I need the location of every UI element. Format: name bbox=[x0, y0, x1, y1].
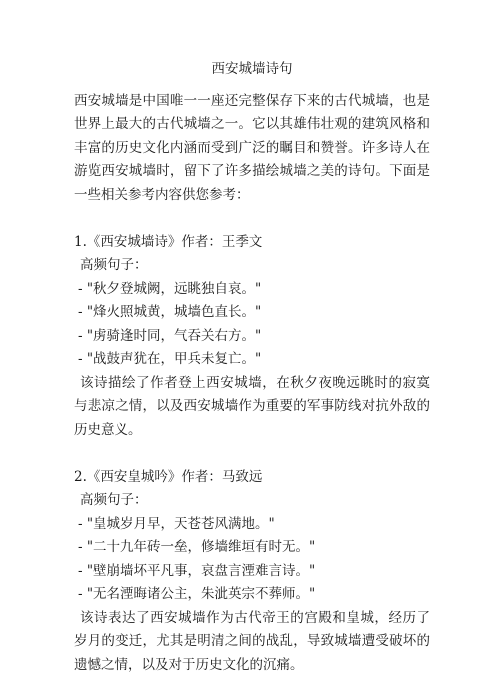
quote-line: - "秋夕登城阙，远眺独自哀。" bbox=[78, 278, 430, 302]
poem-heading: 1.《西安城墙诗》作者：王季文 bbox=[74, 231, 430, 255]
quote-line: - "烽火照城黄，城墙色直长。" bbox=[78, 301, 430, 325]
poem-summary: 该诗描绘了作者登上西安城墙，在秋夕夜晚远眺时的寂寞与悲凉之情，以及西安城墙作为重要的军事防线对抗外敌的历史意义。 bbox=[74, 372, 430, 443]
quotes-label: 高频句子： bbox=[74, 254, 430, 278]
quote-line: - "二十九年砖一垒，修墙维垣有时无。" bbox=[78, 536, 430, 560]
quote-line: - "壁崩墙坏平凡事，哀盘言湮难言诗。" bbox=[78, 560, 430, 584]
intro-paragraph: 西安城墙是中国唯一一座还完整保存下来的古代城墙，也是世界上最大的古代城墙之一。它以其雄伟壮观的建筑风格和丰富的历史文化内涵而受到广泛的瞩目和赞誉。许多诗人在游览西安城墙时，留下了许多描绘城墙之美的诗句。下面是一些相关参考内容供您参考： bbox=[74, 90, 430, 208]
quote-line: - "皇城岁月早，天苍苍风满地。" bbox=[78, 513, 430, 537]
document-page bbox=[74, 58, 430, 677]
quotes-label: 高频句子： bbox=[74, 489, 430, 513]
quote-line: - "战鼓声犹在，甲兵未复亡。" bbox=[78, 348, 430, 372]
spacer bbox=[74, 207, 430, 231]
quote-list bbox=[74, 278, 430, 372]
spacer bbox=[74, 442, 430, 466]
poem-section-1 bbox=[74, 231, 430, 443]
poem-heading: 2.《西安皇城吟》作者：马致远 bbox=[74, 466, 430, 490]
quote-line: - "无名湮晦诸公主，朱泚英宗不葬师。" bbox=[78, 583, 430, 607]
poem-section-2 bbox=[74, 466, 430, 677]
quote-list bbox=[74, 513, 430, 607]
document-title: 西安城墙诗句 bbox=[74, 58, 430, 82]
poem-summary: 该诗表达了西安城墙作为古代帝王的宫殿和皇城，经历了岁月的变迁，尤其是明清之间的战乱，导致城墙遭受破坏的遗憾之情，以及对于历史文化的沉痛。 bbox=[74, 607, 430, 677]
quote-line: - "虏骑逢时同，气吞关右方。" bbox=[78, 325, 430, 349]
